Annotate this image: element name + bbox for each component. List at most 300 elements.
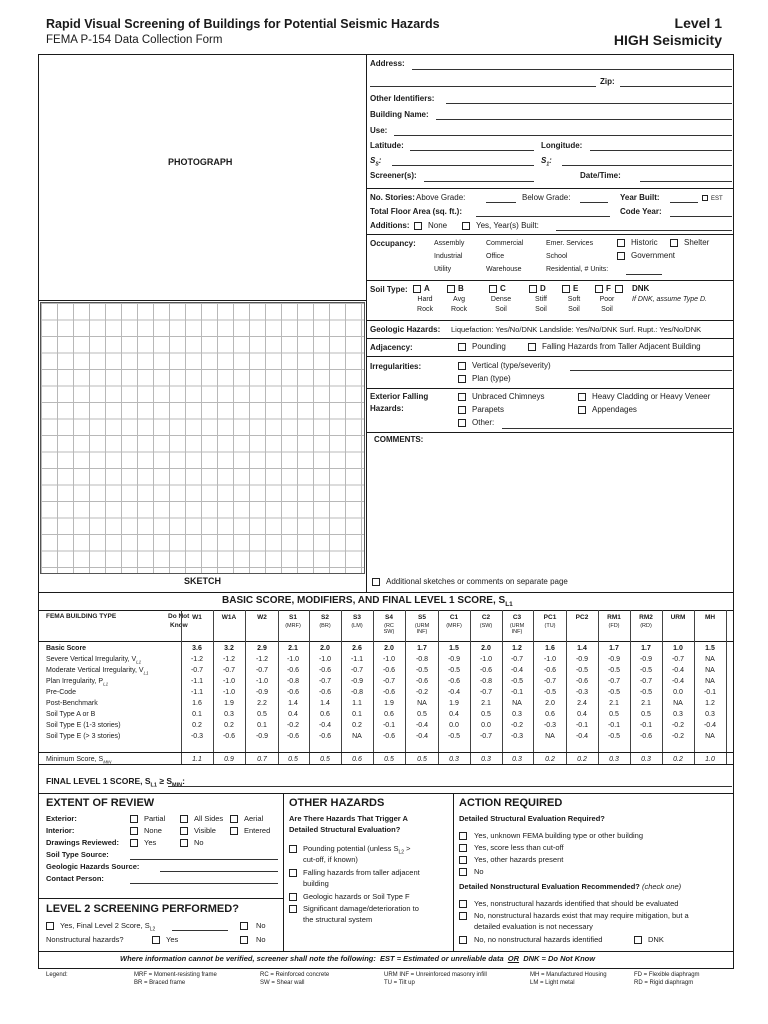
soil-type-description: Soil [568,306,580,313]
score-cell[interactable]: -0.3 [543,722,557,729]
vertical-irregularity-checkbox[interactable] [458,362,466,370]
score-cell[interactable]: -0.2 [415,689,429,696]
score-cell[interactable]: NA [545,733,555,740]
score-cell[interactable]: -0.5 [415,667,429,674]
score-cell[interactable]: 3.2 [224,645,234,652]
score-cell[interactable]: 0.1 [257,722,267,729]
score-cell[interactable]: -0.3 [575,689,589,696]
score-cell[interactable]: 0.2 [192,722,202,729]
historic-checkbox[interactable] [617,239,625,247]
photograph-area[interactable] [39,55,366,300]
score-cell[interactable]: -1.0 [222,689,236,696]
comments-area[interactable] [368,448,732,574]
score-cell[interactable]: -0.5 [607,733,621,740]
additional-sketches-checkbox[interactable] [372,578,380,586]
score-cell[interactable]: 1.5 [705,645,715,652]
other-hazard-checkbox[interactable] [458,419,466,427]
score-cell[interactable]: -1.0 [286,656,300,663]
score-cell[interactable]: 0.3 [705,711,715,718]
occupancy-warehouse[interactable]: Warehouse [486,266,522,273]
column-subheader: (RD) [640,623,652,629]
soil-type-e-checkbox[interactable] [562,285,570,293]
score-cell[interactable]: 0.3 [673,711,683,718]
occupancy-utility[interactable]: Utility [434,266,452,273]
score-cell[interactable]: -0.6 [575,678,589,685]
nonstructural-yes-checkbox[interactable] [152,936,160,944]
occupancy-assembly[interactable]: Assembly [434,240,465,247]
screeners-label: Screener(s): [370,171,417,180]
use-label: Use: [370,126,388,135]
score-cell[interactable]: -1.2 [255,656,269,663]
building-name-field[interactable] [436,119,732,120]
score-cell[interactable]: 0.2 [352,722,362,729]
score-cell[interactable]: 2.0 [320,645,330,652]
column-header-s1: S1 [289,614,297,621]
score-cell[interactable]: -0.8 [415,656,429,663]
score-cell[interactable]: 1.0 [705,756,715,763]
final-score-field[interactable] [168,786,732,787]
column-header-s3: S3 [353,614,361,621]
level2-score-field[interactable] [172,930,228,931]
score-cell[interactable]: -0.6 [382,689,396,696]
score-cell[interactable]: -0.9 [607,656,621,663]
soil-type-description: Soil [601,306,613,313]
plan-irregularity-checkbox[interactable] [458,375,466,383]
exterior-falling-label-2: Hazards: [370,404,404,413]
score-cell[interactable]: -0.6 [286,689,300,696]
geologic-source-field[interactable] [160,871,278,872]
score-cell[interactable]: -0.9 [575,656,589,663]
score-cell[interactable]: 3.6 [192,645,202,652]
score-cell[interactable]: -0.5 [607,689,621,696]
use-field[interactable] [394,135,732,136]
other-hazard-field[interactable] [502,428,732,429]
s1-label: $S_1$: [541,156,552,168]
soil-type-a-checkbox[interactable] [413,285,421,293]
do-not-know-label-2: Know [170,622,188,629]
score-cell[interactable]: -1.0 [543,656,557,663]
score-row-label-text: Post-Benchmark [46,700,98,707]
contact-person-label: Contact Person: [46,874,104,883]
level2-title: LEVEL 2 SCREENING PERFORMED? [46,903,239,915]
score-cell[interactable]: 0.2 [673,756,683,763]
score-cell[interactable]: -0.7 [190,667,204,674]
score-cell[interactable]: -0.7 [607,678,621,685]
column-subheader: (BR) [319,623,331,629]
score-cell[interactable]: 0.5 [481,711,491,718]
score-cell[interactable]: 0.3 [481,756,491,763]
score-cell[interactable]: 0.5 [257,711,267,718]
score-cell[interactable]: 0.3 [224,711,234,718]
score-cell[interactable]: -0.7 [543,678,557,685]
score-cell[interactable]: 0.2 [224,722,234,729]
score-cell[interactable]: 2.0 [481,645,491,652]
score-cell[interactable]: 1.4 [288,700,298,707]
score-cell[interactable]: -0.6 [543,667,557,674]
score-cell[interactable]: NA [417,700,427,707]
score-cell[interactable]: -0.1 [382,722,396,729]
score-cell[interactable]: 1.4 [320,700,330,707]
nonstructural-none-label: No, no nonstructural hazards identified [474,935,603,944]
score-cell[interactable]: -0.5 [447,667,461,674]
score-cell[interactable]: -0.5 [510,678,524,685]
occupancy-industrial[interactable]: Industrial [434,253,463,260]
score-cell[interactable]: 1.9 [449,700,459,707]
geologic-soil-f-checkbox[interactable] [289,893,297,901]
score-cell[interactable]: -1.0 [382,656,396,663]
est-checkbox[interactable] [702,195,708,201]
score-cell[interactable]: -1.0 [255,678,269,685]
score-cell[interactable]: 1.1 [352,700,362,707]
score-cell[interactable]: 0.4 [449,711,459,718]
level-label: Level 1 [674,15,722,31]
structural-no-checkbox[interactable] [459,868,467,876]
score-cell[interactable]: 0.5 [641,711,651,718]
score-row-label [46,667,149,675]
score-cell[interactable]: -0.6 [639,733,653,740]
score-cell[interactable]: -0.7 [350,667,364,674]
score-cell[interactable]: 1.1 [192,756,202,763]
score-cell[interactable]: NA [705,656,715,663]
score-cell[interactable]: 2.2 [257,700,267,707]
score-cell[interactable]: NA [705,733,715,740]
score-cell[interactable]: -0.2 [671,733,685,740]
interior-entered-label: Entered [244,826,271,835]
score-cell[interactable]: -0.7 [222,667,236,674]
score-cell[interactable]: -0.6 [382,667,396,674]
score-cell[interactable]: NA [512,700,522,707]
soil-dnk-checkbox[interactable] [615,285,623,293]
significant-damage-label-2: the structural system [303,915,373,924]
score-cell[interactable]: -0.9 [350,678,364,685]
score-cell[interactable]: 0.1 [352,711,362,718]
occupancy-commercial[interactable]: Commercial [486,240,524,247]
score-cell[interactable]: -0.6 [415,678,429,685]
interior-visible-checkbox[interactable] [180,827,188,835]
floor-area-field[interactable] [476,216,610,217]
pounding-potential-checkbox[interactable] [289,845,297,853]
drawings-no-checkbox[interactable] [180,839,188,847]
score-cell[interactable]: 0.1 [192,711,202,718]
occupancy-emer-services[interactable]: Emer. Services [546,240,594,247]
score-cell[interactable]: -0.2 [671,722,685,729]
residential-units-field[interactable] [626,274,662,275]
score-column-divider [309,610,310,764]
score-cell[interactable]: -0.7 [255,667,269,674]
score-cell[interactable]: -0.8 [350,689,364,696]
score-cell[interactable]: 0.4 [288,711,298,718]
score-cell[interactable]: -0.3 [510,733,524,740]
vertical-irregularity-field[interactable] [570,370,732,371]
score-cell[interactable]: 1.0 [673,645,683,652]
nonstructural-identified-checkbox[interactable] [459,900,467,908]
score-cell[interactable]: -0.6 [447,678,461,685]
score-row-label-text: Minimum Score, S [46,756,104,763]
soil-type-description: Soil [495,306,507,313]
score-cell[interactable]: -0.6 [318,667,332,674]
score-cell[interactable]: NA [705,678,715,685]
occupancy-office[interactable]: Office [486,253,505,260]
photograph-label: PHOTOGRAPH [168,157,233,167]
score-cell[interactable]: 0.3 [449,756,459,763]
unbraced-chimneys-checkbox[interactable] [458,393,466,401]
score-cell[interactable]: -0.8 [479,678,493,685]
score-cell[interactable]: -0.3 [190,733,204,740]
score-cell[interactable]: 0.3 [512,711,522,718]
score-cell[interactable]: 0.0 [673,689,683,696]
score-cell[interactable]: 0.3 [641,756,651,763]
level2-yes-checkbox[interactable] [46,922,54,930]
score-cell[interactable]: -0.9 [639,656,653,663]
score-cell[interactable]: 0.9 [224,756,234,763]
score-cell[interactable]: -0.6 [479,667,493,674]
score-cell[interactable]: 0.5 [288,756,298,763]
score-cell[interactable]: 0.5 [417,756,427,763]
structural-other-hazards-checkbox[interactable] [459,856,467,864]
score-cell[interactable]: 0.2 [577,756,587,763]
score-cell[interactable]: -0.5 [447,733,461,740]
address-line2-field[interactable] [370,86,596,87]
score-cell[interactable]: 0.5 [320,756,330,763]
score-cell[interactable]: NA [673,700,683,707]
score-cell[interactable]: -0.1 [703,689,717,696]
score-cell[interactable]: -0.9 [255,689,269,696]
score-cell[interactable]: -0.7 [479,733,493,740]
score-cell[interactable]: -0.9 [255,733,269,740]
shelter-checkbox[interactable] [670,239,678,247]
date-time-field[interactable] [640,181,732,182]
score-cell[interactable]: -0.5 [607,667,621,674]
score-cell[interactable]: 2.1 [609,700,619,707]
significant-damage-checkbox[interactable] [289,905,297,913]
legend-sw: SW = Shear wall [260,980,305,986]
score-cell[interactable]: -0.1 [510,689,524,696]
score-cell[interactable]: 0.3 [512,756,522,763]
zip-field[interactable] [620,86,732,87]
soil-type-f-checkbox[interactable] [595,285,603,293]
score-cell[interactable]: -0.6 [286,733,300,740]
nonstructural-mitigation-checkbox[interactable] [459,912,467,920]
score-cell[interactable]: -0.5 [639,667,653,674]
score-cell[interactable]: 0.4 [577,711,587,718]
score-cell[interactable]: NA [352,733,362,740]
score-cell[interactable]: -0.1 [575,722,589,729]
column-header-c2: C2 [481,614,491,621]
code-year-field[interactable] [670,216,732,217]
score-cell[interactable]: 1.5 [449,645,459,652]
score-cell[interactable]: -0.6 [318,733,332,740]
score-cell[interactable]: -0.7 [318,678,332,685]
score-cell[interactable]: -0.4 [671,678,685,685]
footer-divider [38,951,734,952]
screeners-field[interactable] [424,181,534,182]
column-header-s2: S2 [321,614,329,621]
column-header-s5: S5 [418,614,426,621]
score-cell[interactable]: 1.9 [224,700,234,707]
nonstructural-none-checkbox[interactable] [459,936,467,944]
score-cell[interactable]: 2.4 [577,700,587,707]
longitude-field[interactable] [590,150,732,151]
soil-type-letter: C [500,284,506,293]
soil-source-field[interactable] [130,859,278,860]
soil-type-description: Rock [451,306,467,313]
interior-entered-checkbox[interactable] [230,827,238,835]
address-field[interactable] [412,69,732,70]
score-cell[interactable]: 0.6 [545,711,555,718]
score-cell[interactable]: -0.4 [415,733,429,740]
address-label: Address: [370,59,405,68]
parapets-checkbox[interactable] [458,406,466,414]
score-cell[interactable]: 0.5 [609,711,619,718]
score-cell[interactable]: -0.1 [607,722,621,729]
soil-type-b-checkbox[interactable] [447,285,455,293]
score-cell[interactable]: 1.2 [512,645,522,652]
score-cell[interactable]: -0.1 [639,722,653,729]
score-cell[interactable]: -0.8 [286,678,300,685]
exterior-partial-checkbox[interactable] [130,815,138,823]
score-cell[interactable]: 1.2 [705,700,715,707]
score-cell[interactable]: 2.1 [641,700,651,707]
score-cell[interactable]: 0.6 [352,756,362,763]
score-cell[interactable]: -0.7 [639,678,653,685]
score-cell[interactable]: 1.4 [577,645,587,652]
score-cell[interactable]: -0.7 [510,656,524,663]
score-cell[interactable]: -1.0 [318,656,332,663]
interior-none-checkbox[interactable] [130,827,138,835]
score-cell[interactable]: 0.2 [545,756,555,763]
score-cell[interactable]: 1.7 [641,645,651,652]
score-cell[interactable]: -1.1 [190,678,204,685]
score-cell[interactable]: 0.6 [320,711,330,718]
score-cell[interactable]: NA [705,667,715,674]
est-label: EST [711,196,723,202]
score-cell[interactable]: -0.6 [286,667,300,674]
score-table-bottom [38,764,734,765]
score-cell[interactable]: -1.2 [190,656,204,663]
exterior-aerial-checkbox[interactable] [230,815,238,823]
additions-years-field[interactable] [556,230,732,231]
score-cell[interactable]: -0.2 [286,722,300,729]
score-cell[interactable]: -0.4 [703,722,717,729]
additions-yes-checkbox[interactable] [462,222,470,230]
s1-field[interactable] [562,165,732,166]
score-cell[interactable]: 2.9 [257,645,267,652]
contact-person-field[interactable] [130,883,278,884]
score-cell[interactable]: 1.9 [384,700,394,707]
score-cell[interactable]: -0.5 [639,689,653,696]
occupancy-residential[interactable]: Residential, # Units: [546,266,609,273]
legend-rc: RC = Reinforced concrete [260,972,330,978]
column-subheader: (URM INF) [509,623,525,636]
score-cell[interactable]: -1.0 [222,678,236,685]
score-row-label [46,711,95,718]
exterior-label: Exterior: [46,814,77,823]
nonstructural-dnk-checkbox[interactable] [634,936,642,944]
score-cell[interactable]: -0.7 [479,689,493,696]
score-cell[interactable]: -1.0 [479,656,493,663]
score-cell[interactable]: 0.3 [609,756,619,763]
other-identifiers-field[interactable] [446,103,732,104]
score-cell[interactable]: 1.6 [545,645,555,652]
score-cell[interactable]: 1.6 [192,700,202,707]
score-cell[interactable]: 1.7 [609,645,619,652]
government-checkbox[interactable] [617,252,625,260]
soil-type-d-checkbox[interactable] [529,285,537,293]
score-cell[interactable]: 0.6 [384,711,394,718]
score-cell[interactable]: -0.6 [318,689,332,696]
score-cell[interactable]: -0.4 [510,667,524,674]
score-cell[interactable]: 0.0 [481,722,491,729]
soil-type-c-checkbox[interactable] [489,285,497,293]
score-cell[interactable]: 2.1 [481,700,491,707]
score-cell[interactable]: -0.7 [382,678,396,685]
score-cell[interactable]: -0.2 [510,722,524,729]
score-cell[interactable]: 0.7 [257,756,267,763]
score-cell[interactable]: 1.7 [417,645,427,652]
structural-unknown-type-checkbox[interactable] [459,832,467,840]
nonstructural-no-checkbox[interactable] [240,936,248,944]
score-cell[interactable]: 0.5 [384,756,394,763]
pounding-checkbox[interactable] [458,343,466,351]
score-cell[interactable]: -1.1 [190,689,204,696]
drawings-yes-checkbox[interactable] [130,839,138,847]
score-column-divider [181,610,182,764]
additions-none-checkbox[interactable] [414,222,422,230]
irregularities-label: Irregularities: [370,362,422,371]
above-grade-field[interactable] [486,202,516,203]
score-cell[interactable]: -0.7 [671,656,685,663]
score-cell[interactable]: 0.5 [417,711,427,718]
score-cell[interactable]: -0.6 [222,733,236,740]
sketch-grid[interactable] [40,302,365,574]
appendages-checkbox[interactable] [578,406,586,414]
score-cell[interactable]: -0.5 [575,667,589,674]
column-header-pc2: PC2 [575,614,589,621]
latitude-field[interactable] [410,150,534,151]
structural-low-score-checkbox[interactable] [459,844,467,852]
score-cell[interactable]: 0.0 [449,722,459,729]
score-cell[interactable]: 2.0 [384,645,394,652]
score-cell[interactable]: 2.1 [288,645,298,652]
score-cell[interactable]: -0.5 [543,689,557,696]
falling-hazards-adjacent-checkbox[interactable] [528,343,536,351]
score-cell[interactable]: -1.2 [222,656,236,663]
score-cell[interactable]: -0.6 [382,733,396,740]
additions-label: Additions: [370,221,410,230]
score-cell[interactable]: -0.4 [575,733,589,740]
heavy-cladding-checkbox[interactable] [578,393,586,401]
ss-label: $S_S$: [370,156,382,168]
exterior-all-sides-checkbox[interactable] [180,815,188,823]
score-cell[interactable]: -0.4 [415,722,429,729]
score-cell[interactable]: 2.0 [545,700,555,707]
score-cell[interactable]: -1.1 [350,656,364,663]
occupancy-school[interactable]: School [546,253,568,260]
pounding-potential-label: Pounding potential (unless $S_{L2}$ > [303,844,411,856]
below-grade-field[interactable] [580,202,608,203]
falling-hazards-taller-checkbox[interactable] [289,869,297,877]
level2-no-checkbox[interactable] [240,922,248,930]
ss-field[interactable] [392,165,534,166]
score-cell[interactable]: -0.4 [671,667,685,674]
geologic-hazards-options[interactable]: Liquefaction: Yes/No/DNK Landslide: Yes/No/DNK Surf. Rupt.: Yes/No/DNK [451,325,702,334]
score-cell[interactable]: -0.4 [318,722,332,729]
score-cell[interactable]: 2.6 [352,645,362,652]
building-name-label: Building Name: [370,110,429,119]
score-cell[interactable]: -0.4 [447,689,461,696]
score-cell[interactable]: -0.9 [447,656,461,663]
year-built-field[interactable] [670,202,698,203]
